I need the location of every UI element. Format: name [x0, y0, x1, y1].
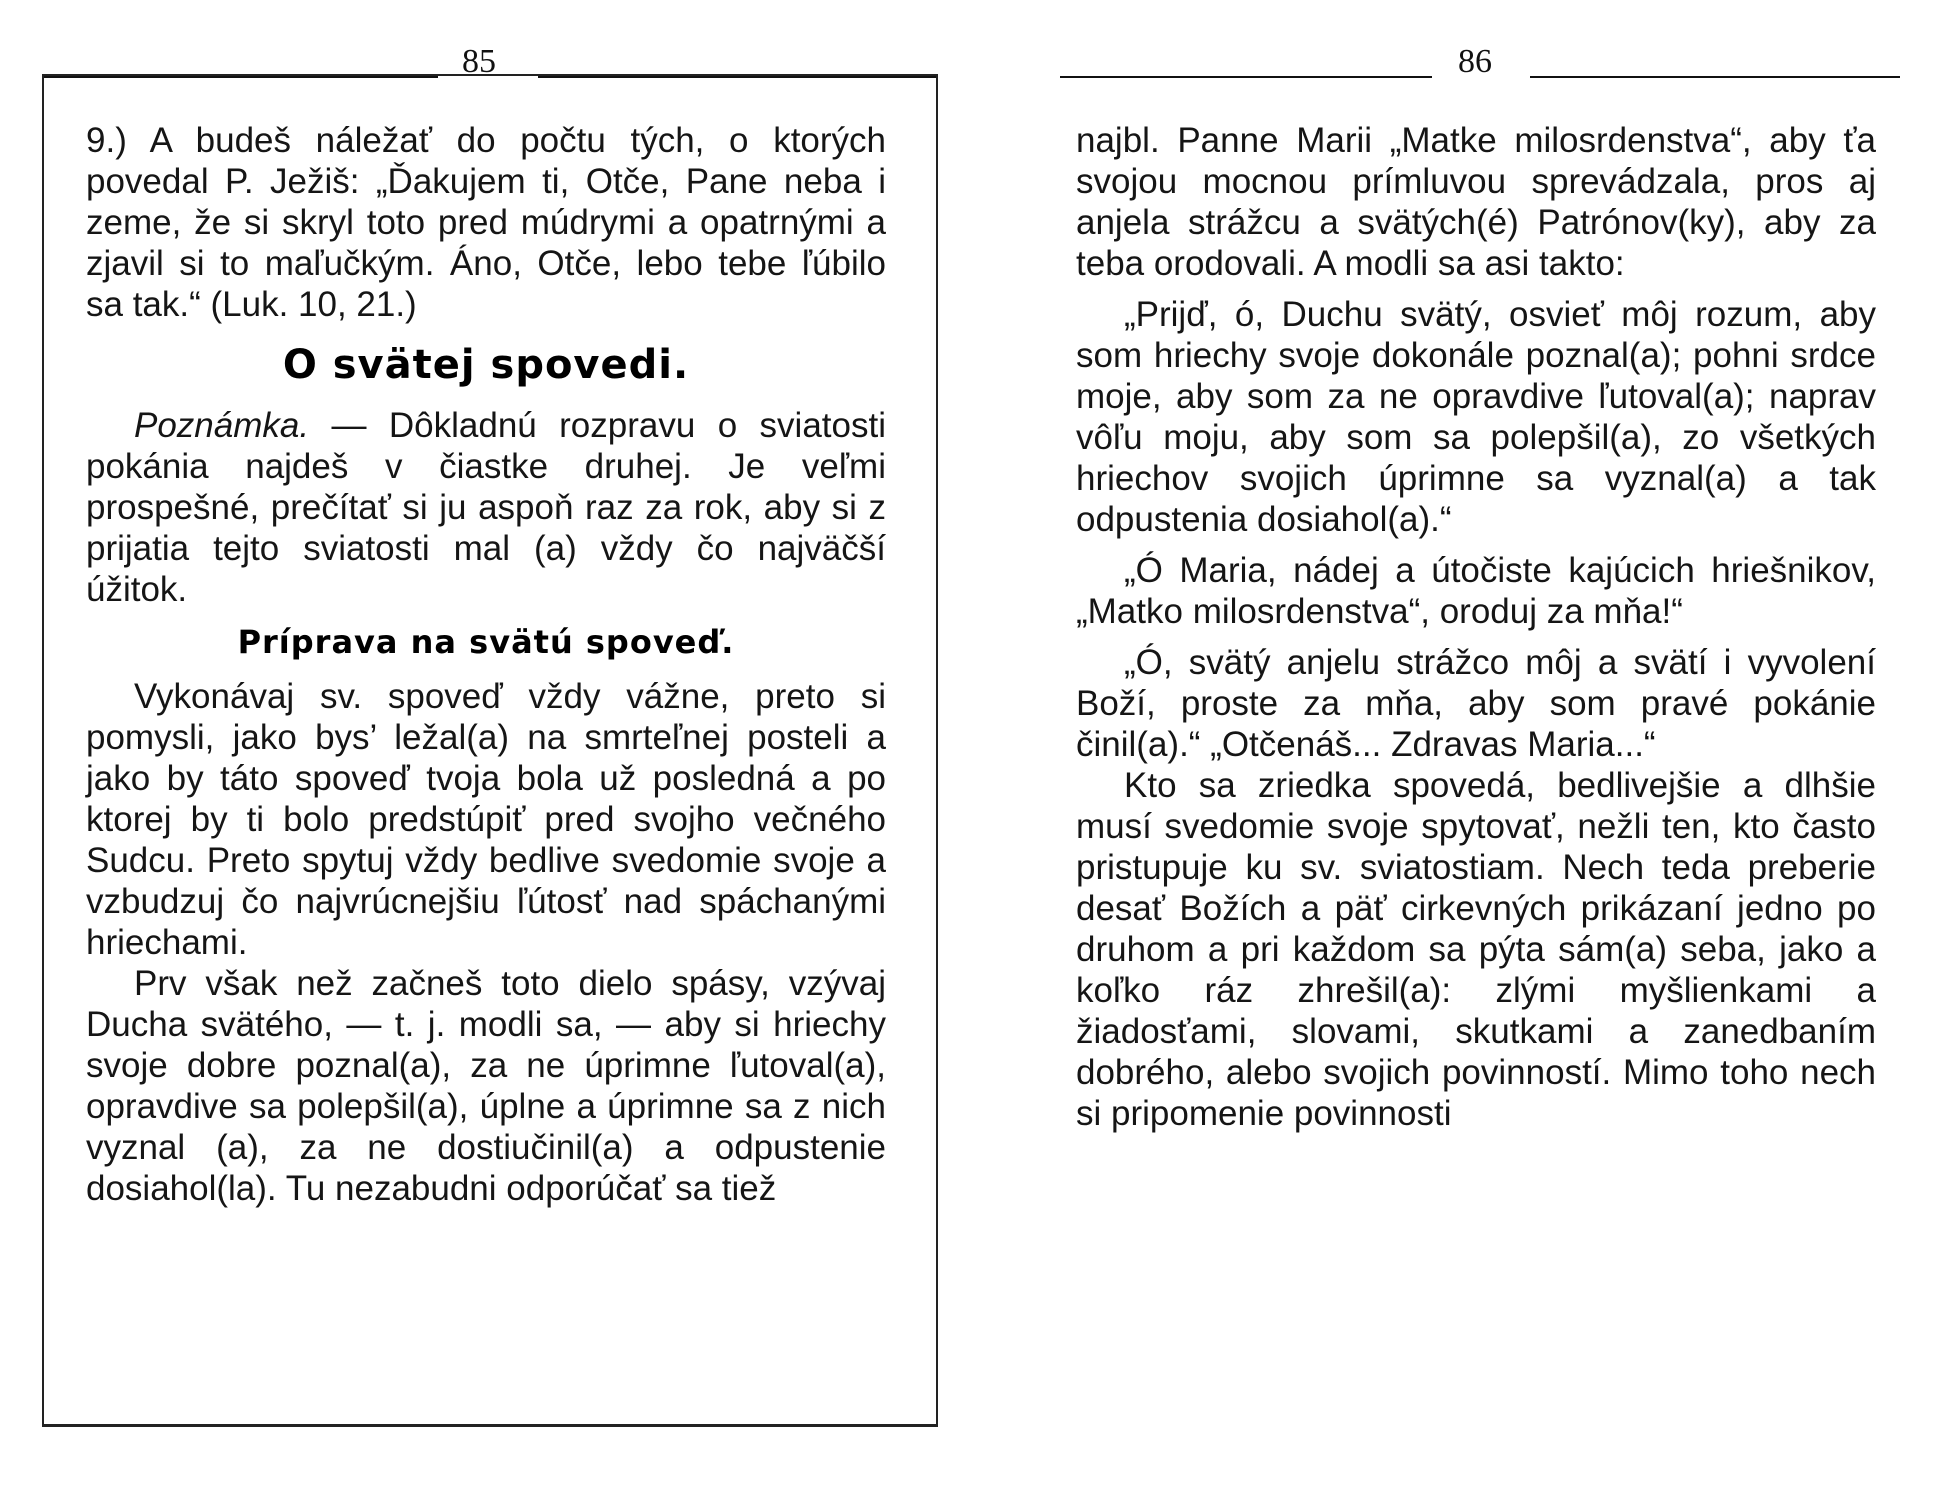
page-number-86: 86 — [1458, 43, 1492, 80]
right-page-text — [1076, 120, 1876, 1134]
paragraph-9: 9.) A budeš náležať do počtu tých, o ktorých povedal P. Ježiš: „Ďakujem ti, Otče, Pane neba i zeme, že si skryl toto pred múdrymi a opatrnými a zjavil si to maľučkým. Áno, Otče, lebo tebe ľúbilo sa tak.“ (Luk. 10, 21.) — [86, 121, 886, 324]
page-number-85: 85 — [462, 43, 496, 80]
left-paragraph-1: Vykonávaj sv. spoveď vždy vážne, preto si pomysli, jako bys’ ležal(a) na smrteľnej posteli a jako by táto spoveď tvoja bola už posledná a po ktorej by ti bolo predstúpiť pred svojho večného Sudcu. Preto spytuj vždy bedlive svedomie svoje a vzbudzuj čo najvrúcnejšiu ľútosť nad spáchanými hriechami. — [86, 677, 886, 962]
section-heading: O svätej spovedi. — [282, 342, 690, 388]
prayer-holy-spirit: „Prijď, ó, Duchu svätý, osvieť môj rozum, aby som hriechy svoje dokonále poznal(a); pohni srdce moje, aby som za ne opravdive ľutoval(a); naprav vôľu moju, aby som sa polepšil(a), zo všetkých hriechov svojich úprimne sa vyznal(a) a tak odpustenia dosiahol(a).“ — [1076, 295, 1876, 539]
right-page-header — [1060, 40, 1900, 84]
left-frame-bottom — [42, 1424, 938, 1427]
right-paragraph-2: Kto sa zriedka spovedá, bedlivejšie a dlhšie musí svedomie svoje spytovať, nežli ten, kto často pristupuje ku sv. sviatostiam. Nech teda preberie desať Božích a päť cirkevných prikázaní jedno po druhom a pri každom sa pýta sám(a) seba, jako a koľko ráz zhrešil(a): zlými myšlienkami a žiadosťami, slovami, skutkami a zanedbaním dobrého, alebo svojich povinností. Mimo toho nech si pripomenie povinnosti — [1076, 766, 1876, 1133]
header-rule-right-b — [1530, 76, 1900, 78]
note-paragraph — [86, 405, 886, 610]
prayer-mary: „Ó Maria, nádej a útočiste kajúcich hriešnikov, „Matko milosrdenstva“, oroduj za mňa!“ — [1076, 551, 1876, 631]
note-text: — Dôkladnú rozpravu o sviatosti pokánia najdeš v čiastke druhej. Je veľmi prospešné, prečítať si ju aspoň raz za rok, aby si z prijatia tejto sviatosti mal (a) vždy čo najväčší úžitok. — [86, 406, 886, 609]
left-paragraph-2: Prv však než začneš toto dielo spásy, vzývaj Ducha svätého, — t. j. modli sa, — aby si hriechy svoje dobre poznal(a), za ne úprimne ľutoval(a), opravdive sa polepšil(a), úplne a úprimne sa z nich vyznal (a), za ne dostiučinil(a) a odpustenie dosiahol(la). Tu nezabudni odporúčať sa tiež — [86, 964, 886, 1208]
prayer-guardian-angel: „Ó, svätý anjelu strážco môj a svätí i vyvolení Boží, proste za mňa, aby som pravé pokánie činil(a).“ „Otčenáš... Zdravas Maria...“ — [1076, 643, 1876, 764]
note-label: Poznámka. — [134, 406, 310, 445]
left-page-text — [86, 120, 886, 1209]
right-paragraph-1: najbl. Panne Marii „Matke milosrdenstva“, aby ťa svojou mocnou prímluvou sprevádzala, pros aj anjela strážcu a svätých(é) Patrónov(ky), aby za teba orodovali. A modli sa asi takto: — [1076, 121, 1876, 283]
header-rule-right-a — [1060, 76, 1432, 78]
subsection-heading: Príprava na svätú spoveď. — [237, 623, 735, 661]
